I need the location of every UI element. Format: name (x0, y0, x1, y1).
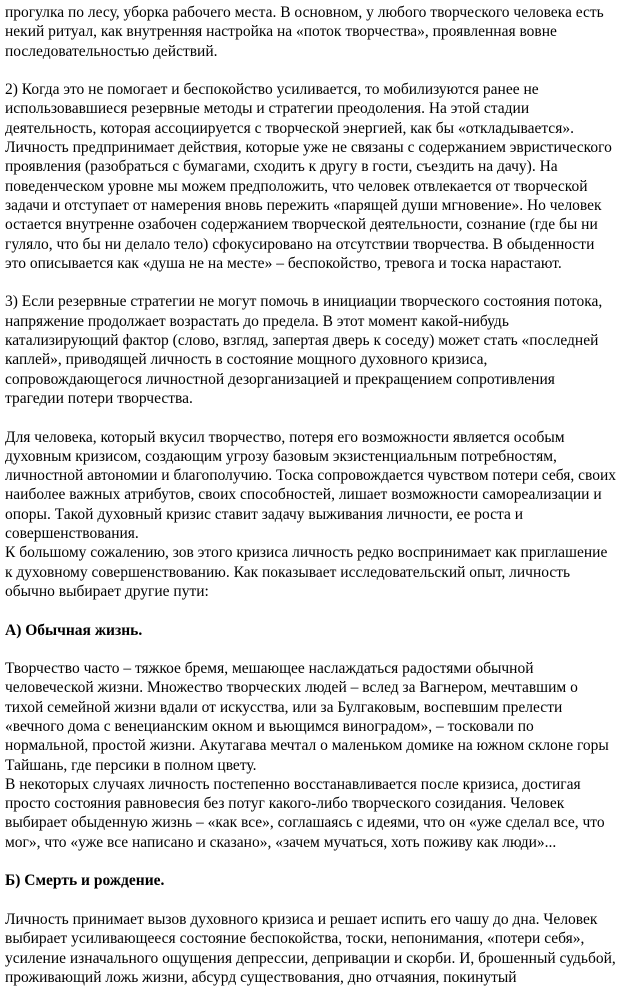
paragraph-gap (5, 601, 617, 620)
document-page (5, 3, 617, 987)
paragraph-ritual: прогулка по лесу, уборка рабочего места. В основном, у любого творческого человека есть некий ритуал, как внутренняя настройка на «поток творчества», проявленная вовне последовательностью действий. (5, 4, 604, 60)
paragraph-recovery: В некоторых случаях личность постепенно восстанавливается после кризиса, достигая просто состояния равновесия без потуг какого-либо творческого созидания. Человек выбирает обыденную жизнь – «как все», соглашаясь с идеями, что он «уже сделал все, что мог», что «уже все написано и сказано», «зачем мучаться, хоть поживу как люди»... (5, 775, 605, 851)
paragraph-gap (5, 891, 617, 910)
paragraph-stage-2: 2) Когда это не помогает и беспокойство усиливается, то мобилизуются ранее не использовавшиеся резервные методы и стратегии преодоления. На этой стадии деятельность, которая ассоциируется с творческой энергией, как бы «откладывается». Личность предпринимает действия, которые уже не связаны с содержанием эвристического проявления (разобраться с бумагами, сходить к другу в гости, съездить на дачу). На поведенческом уровне мы можем предположить, что человек отвлекается от творческой задачи и отступает от намерения вновь пережить «парящей души мгновение». Но человек остается внутренне озабочен содержанием творческой деятельности, сознание (где бы ни гуляло, что бы ни делало тело) сфокусировано на отсутствии творчества. В обыденности это описывается как «душа не на месте» – беспокойство, тревога и тоска нарастают. (5, 81, 612, 272)
paragraph-gap (5, 273, 617, 292)
paragraph-spiritual-crisis: Для человека, который вкусил творчество, потеря его возможности является особым духовным кризисом, создающим угрозу базовым экзистенциальным потребностям, личностной автономии и благополучию. Тоска сопровождается чувством потери себя, своих наиболее важных атрибутов, своих способностей, лишает возможности самореализации и опоры. Такой духовный кризис ставит задачу выживания личности, ее роста и совершенствования. (5, 428, 617, 543)
paragraph-gap (5, 852, 617, 871)
paragraph-gap (5, 408, 617, 427)
paragraph-accepts-challenge: Личность принимает вызов духовного кризиса и решает испить его чашу до дна. Человек выбирает усиливающееся состояние беспокойства, тоски, непонимания, «потери себя», усиление изначального ощущения депрессии, депривации и скорби. И, брошенный судьбой, проживающий ложь жизни, абсурд существования, дно отчаяния, покинутый (5, 910, 616, 986)
heading-death-and-birth: Б) Смерть и рождение. (5, 872, 165, 890)
paragraph-other-paths: К большому сожалению, зов этого кризиса личность редко воспринимает как приглашение к духовному совершенствованию. Как показывает исследовательский опыт, личность обычно выбирает другие пути: (5, 544, 608, 600)
paragraph-creativity-burden: Творчество часто – тяжкое бремя, мешающее наслаждаться радостями обычной человеческой жизни. Множество творческих людей – вслед за Вагнером, мечтавшим о тихой семейной жизни вдали от искусства, или за Булгаковым, воспевшим прелести «вечного дома с венецианским окном и вьющимся виноградом», – тосковали по нормальной, простой жизни. Акутагава мечтал о маленьком домике на южном склоне горы Тайшань, где персики в полном цвету. (5, 660, 609, 774)
paragraph-stage-3: 3) Если резервные стратегии не могут помочь в инициации творческого состояния потока, напряжение продолжает возрастать до предела. В этот момент какой-нибудь катализирующий фактор (слово, взгляд, запертая дверь к соседу) может стать «последней каплей», приводящей личность в состояние мощного духовного кризиса, сопровождающегося личностной дезорганизацией и прекращением сопротивления трагедии потери творчества. (5, 293, 603, 407)
paragraph-gap (5, 640, 617, 659)
heading-ordinary-life: А) Обычная жизнь. (5, 621, 143, 639)
paragraph-gap (5, 61, 617, 80)
